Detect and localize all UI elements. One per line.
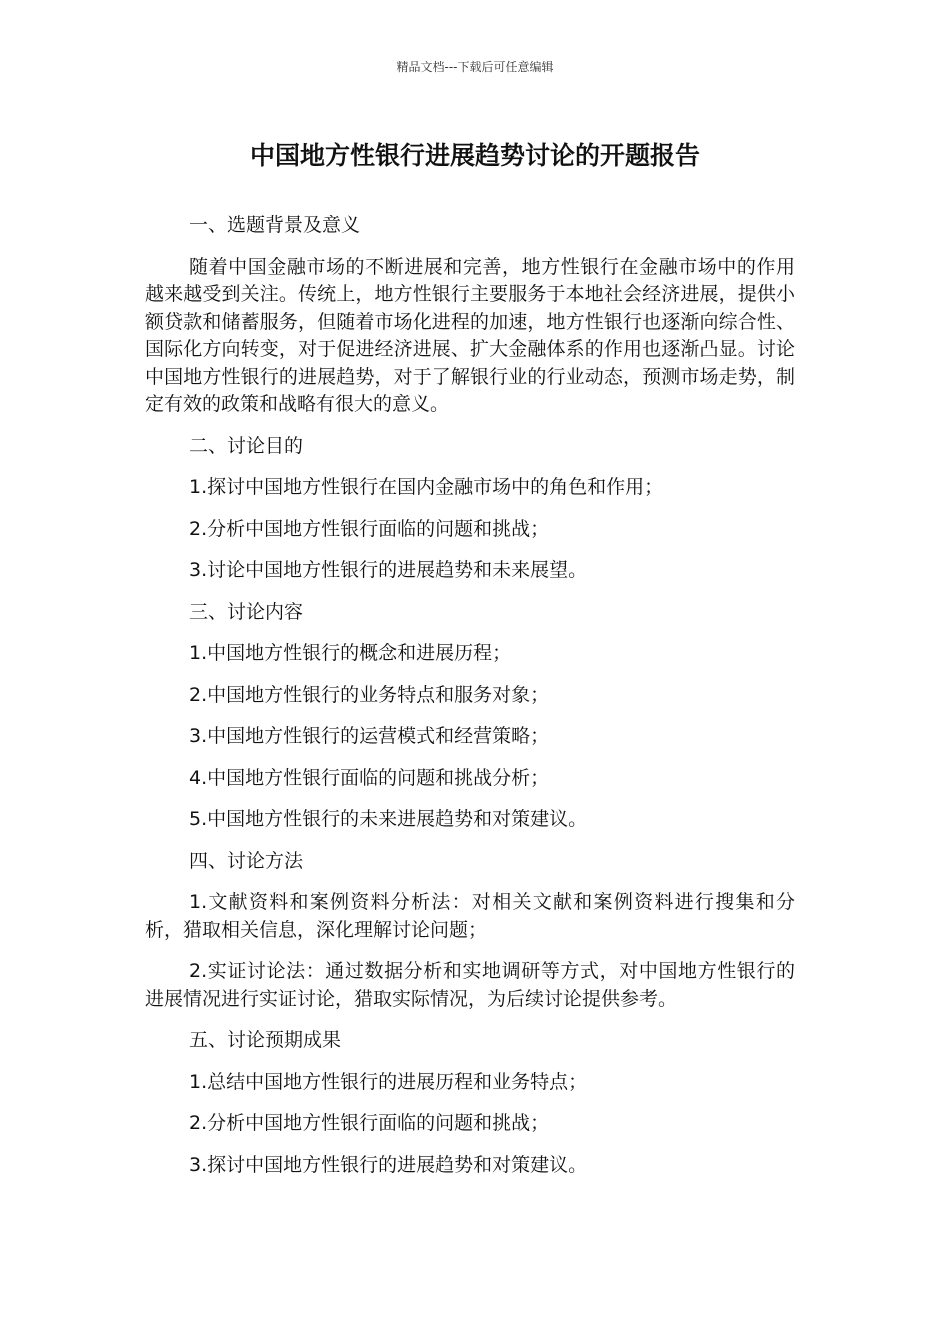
list-item: 2.分析中国地方性银行面临的问题和挑战； (189, 1112, 550, 1134)
list-item: 1.总结中国地方性银行的进展历程和业务特点； (189, 1070, 588, 1093)
paragraph-background: 随着中国金融市场的不断进展和完善，地方性银行在金融市场中的作用越来越受到关注。传统上，地方性银行主要服务于本地社会经济进展，提供小额贷款和储蓄服务，但随着市场化进程的加速，地方性银行也逐渐向综合性、国际化方向转变，对于促进经济进展、扩大金融体系的作用也逐渐凸显。讨论中国地方性银行的进展趋势，对于了解银行业的行业动态，预测市场走势，制定有效的政策和战略有很大的意义。 (145, 255, 795, 415)
section-heading-content: 三、讨论内容 (189, 600, 304, 623)
list-item: 5.中国地方性银行的未来进展趋势和对策建议。 (189, 808, 588, 830)
section-heading-background: 一、选题背景及意义 (189, 214, 361, 236)
list-item: 2.分析中国地方性银行面临的问题和挑战； (189, 517, 550, 540)
header-note: 精品文档---下载后可任意编辑 (396, 60, 554, 74)
list-item: 3.中国地方性银行的运营模式和经营策略； (189, 725, 550, 747)
list-item: 2.中国地方性银行的业务特点和服务对象； (189, 683, 550, 706)
section-heading-method: 四、讨论方法 (189, 849, 304, 872)
list-item: 4.中国地方性银行面临的问题和挑战分析； (189, 766, 550, 789)
list-item: 1.中国地方性银行的概念和进展历程； (189, 642, 512, 664)
list-item: 3.探讨中国地方性银行的进展趋势和对策建议。 (189, 1153, 588, 1176)
section-heading-purpose: 二、讨论目的 (189, 434, 304, 457)
section-heading-outcomes: 五、讨论预期成果 (189, 1029, 342, 1051)
document-title: 中国地方性银行进展趋势讨论的开题报告 (249, 141, 700, 170)
list-item: 3.讨论中国地方性银行的进展趋势和未来展望。 (189, 559, 588, 581)
list-item: 1.探讨中国地方性银行在国内金融市场中的角色和作用； (189, 476, 664, 498)
list-item: 1.文献资料和案例资料分析法：对相关文献和案例资料进行搜集和分析，猎取相关信息，深化理解讨论问题； (145, 891, 795, 941)
list-item: 2.实证讨论法：通过数据分析和实地调研等方式，对中国地方性银行的进展情况进行实证讨论，猎取实际情况，为后续讨论提供参考。 (145, 960, 795, 1010)
document-body (145, 212, 795, 1193)
